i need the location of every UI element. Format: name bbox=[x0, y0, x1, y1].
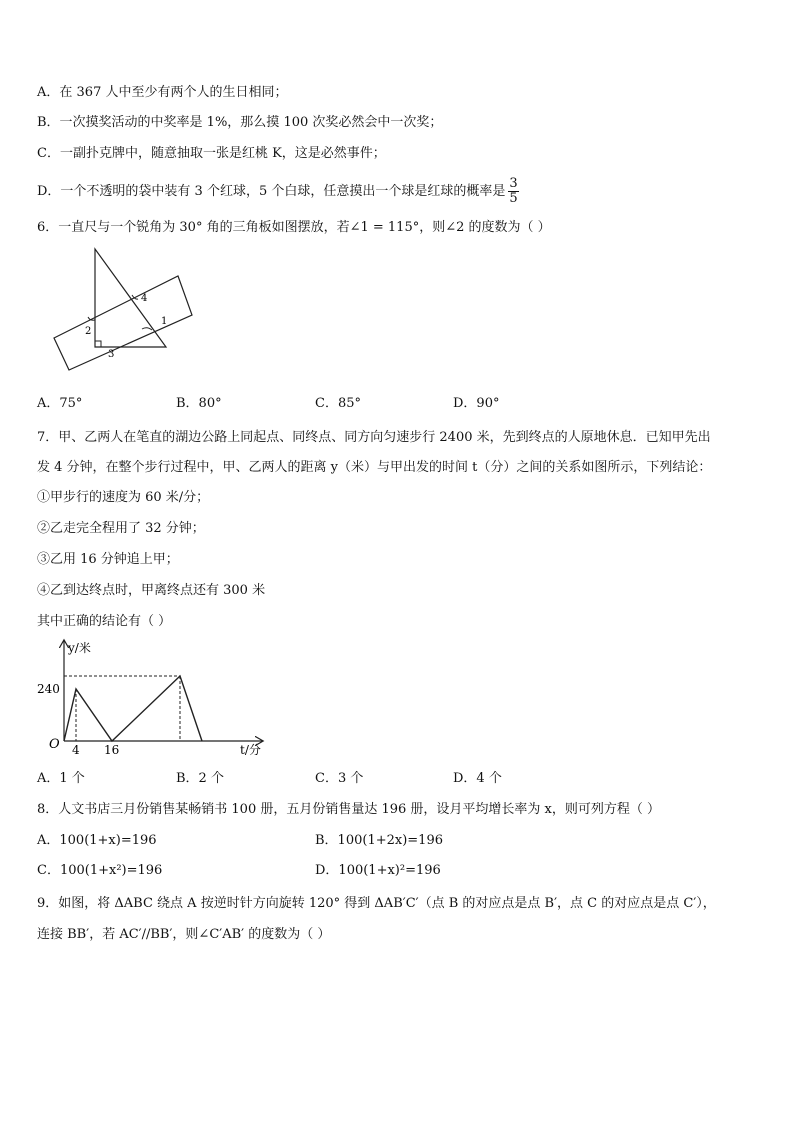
fraction-denominator: 5 bbox=[509, 191, 518, 206]
ruler-shape bbox=[54, 276, 192, 370]
fraction-numerator: 3 bbox=[509, 176, 518, 191]
q5-option-d-text: D．一个不透明的袋中装有 3 个红球，5 个白球，任意摸出一个球是红球的概率是 bbox=[37, 184, 506, 199]
y-tick-240: 240 bbox=[37, 682, 60, 696]
q6-option-c: C．85° bbox=[315, 396, 361, 411]
q7-stem-line-1: 7．甲、乙两人在笔直的湖边公路上同起点、同终点、同方向匀速步行 2400 米，先到终点的人原地休息．已知甲先出 bbox=[37, 430, 711, 445]
q7-option-b: B．2 个 bbox=[176, 771, 224, 786]
q7-conclusion-1: ①甲步行的速度为 60 米/分； bbox=[37, 490, 210, 505]
q5-option-c: C．一副扑克牌中，随意抽取一张是红桃 K，这是必然事件； bbox=[37, 146, 386, 161]
angle-label-1: 1 bbox=[161, 316, 168, 327]
origin-label: O bbox=[49, 737, 60, 752]
angle-label-2: 2 bbox=[85, 326, 92, 337]
distance-curve bbox=[64, 676, 202, 741]
q8-option-a: A．100(1+x)=196 bbox=[37, 833, 157, 848]
q9-stem-line-2: 连接 BB′，若 AC′//BB′，则∠C′AB′ 的度数为（ ） bbox=[37, 927, 331, 942]
q8-option-b: B．100(1+2x)=196 bbox=[315, 833, 443, 848]
q6-ruler-triangle-figure bbox=[50, 244, 200, 374]
q7-option-c: C．3 个 bbox=[315, 771, 364, 786]
x-axis-label: t/分 bbox=[240, 743, 261, 757]
right-angle-mark bbox=[95, 341, 101, 347]
q9-stem-line-1: 9．如图，将 ΔABC 绕点 A 按逆时针方向旋转 120° 得到 ΔAB′C′（点 B 的对应点是点 B′，点 C 的对应点是点 C′）， bbox=[37, 896, 716, 911]
angle-arc-1 bbox=[142, 328, 152, 330]
angle-label-3: 3 bbox=[108, 349, 115, 360]
y-axis-label: y/米 bbox=[68, 641, 91, 655]
x-tick-16: 16 bbox=[104, 743, 120, 757]
x-tick-4: 4 bbox=[72, 743, 80, 757]
q5-option-d bbox=[37, 176, 519, 208]
q5-option-b: B．一次摸奖活动的中奖率是 1%，那么摸 100 次奖必然会中一次奖； bbox=[37, 115, 443, 130]
q7-stem-line-2: 发 4 分钟，在整个步行过程中，甲、乙两人的距离 y（米）与甲出发的时间 t（分）之间的关系如图所示，下列结论： bbox=[37, 460, 712, 475]
q7-conclusion-4: ④乙到达终点时，甲离终点还有 300 米 bbox=[37, 583, 266, 598]
triangle-shape bbox=[95, 249, 166, 347]
q7-conclusion-3: ③乙用 16 分钟追上甲； bbox=[37, 552, 179, 567]
q8-option-d: D．100(1+x)²=196 bbox=[315, 863, 441, 878]
q6-option-b: B．80° bbox=[176, 396, 222, 411]
q7-distance-time-graph bbox=[30, 636, 270, 760]
q8-option-c: C．100(1+x²)=196 bbox=[37, 863, 163, 878]
q6-stem: 6．一直尺与一个锐角为 30° 角的三角板如图摆放，若∠1 = 115°，则∠2 的度数为（ ） bbox=[37, 220, 551, 235]
q6-option-d: D．90° bbox=[453, 396, 500, 411]
q5-option-a: A．在 367 人中至少有两个人的生日相同； bbox=[37, 85, 288, 100]
q7-conclusion-2: ②乙走完全程用了 32 分钟； bbox=[37, 521, 205, 536]
q7-option-a: A．1 个 bbox=[37, 771, 85, 786]
q7-ask: 其中正确的结论有（ ） bbox=[37, 614, 172, 629]
angle-label-4: 4 bbox=[141, 293, 148, 304]
q5-option-d-fraction bbox=[508, 177, 518, 206]
q7-option-d: D．4 个 bbox=[453, 771, 502, 786]
q8-stem: 8．人文书店三月份销售某畅销书 100 册，五月份销售量达 196 册，设月平均增长率为 x，则可列方程（ ） bbox=[37, 802, 661, 817]
q6-option-a: A．75° bbox=[37, 396, 83, 411]
